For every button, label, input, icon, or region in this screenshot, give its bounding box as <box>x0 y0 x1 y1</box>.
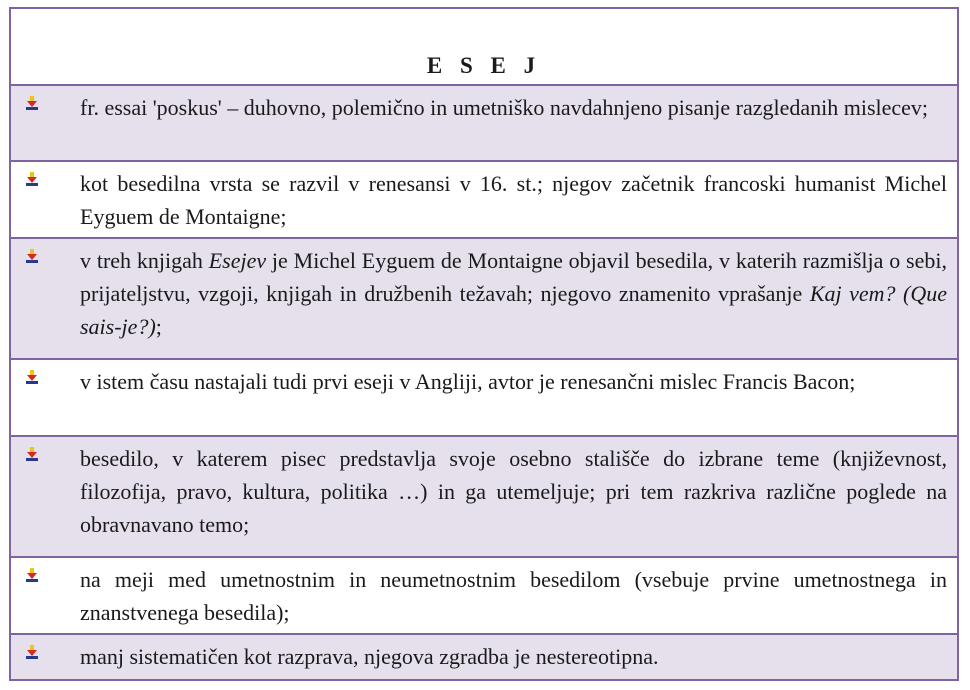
page-title: E S E J <box>426 53 542 78</box>
list-item-text: kot besedilna vrsta se razvil v renesansi v 16. st.; njegov začetnik francoski humanist Michel Eyguem de Montaigne; <box>80 171 947 229</box>
text-part: v treh knjigah <box>80 248 209 273</box>
arrow-bullet-icon <box>24 95 40 111</box>
arrow-bullet-icon <box>24 171 40 187</box>
emphasis-question: Kaj vem? (Que sais-je?) <box>80 281 948 339</box>
arrow-bullet-icon <box>24 369 40 385</box>
list-item-text: v istem času nastajali tudi prvi eseji v Angliji, avtor je renesančni mislec Francis Bacon; <box>80 369 856 394</box>
list-item <box>11 437 957 558</box>
list-item <box>11 360 957 437</box>
list-item-text: fr. essai 'poskus' – duhovno, polemično in umetniško navdahnjeno pisanje razgledanih mislecev; <box>80 95 929 120</box>
arrow-bullet-icon <box>24 248 40 264</box>
text-part: ; <box>155 314 162 339</box>
emphasis-title: Esejev <box>208 248 267 273</box>
list-item <box>11 86 957 162</box>
arrow-bullet-icon <box>24 567 40 583</box>
list-item-text: na meji med umetnostnim in neumetnostnim besedilom (vsebuje prvine umetnostnega in znanstvenega besedila); <box>80 567 947 625</box>
text-part: je Michel Eyguem de Montaigne objavil besedila, v katerih razmišlja o sebi, prijateljstvu, vzgoji, knjigah in družbenih težavah; njegovo znamenito vprašanje <box>80 248 947 306</box>
list-item-text: besedilo, v katerem pisec predstavlja svoje osebno stališče do izbrane teme (književnost, filozofija, pravo, kultura, politika …) in ga utemeljuje; pri tem razkriva različne poglede na obravnavano temo; <box>80 446 947 537</box>
arrow-bullet-icon <box>24 644 40 660</box>
list-item <box>11 239 957 360</box>
table-header <box>11 9 957 86</box>
esej-table <box>9 7 959 681</box>
list-item <box>11 162 957 239</box>
list-item <box>11 635 957 679</box>
list-item-text: manj sistematičen kot razprava, njegova zgradba je nestereotipna. <box>80 644 659 669</box>
list-item <box>11 558 957 635</box>
arrow-bullet-icon <box>24 446 40 462</box>
list-item-text <box>80 244 947 343</box>
